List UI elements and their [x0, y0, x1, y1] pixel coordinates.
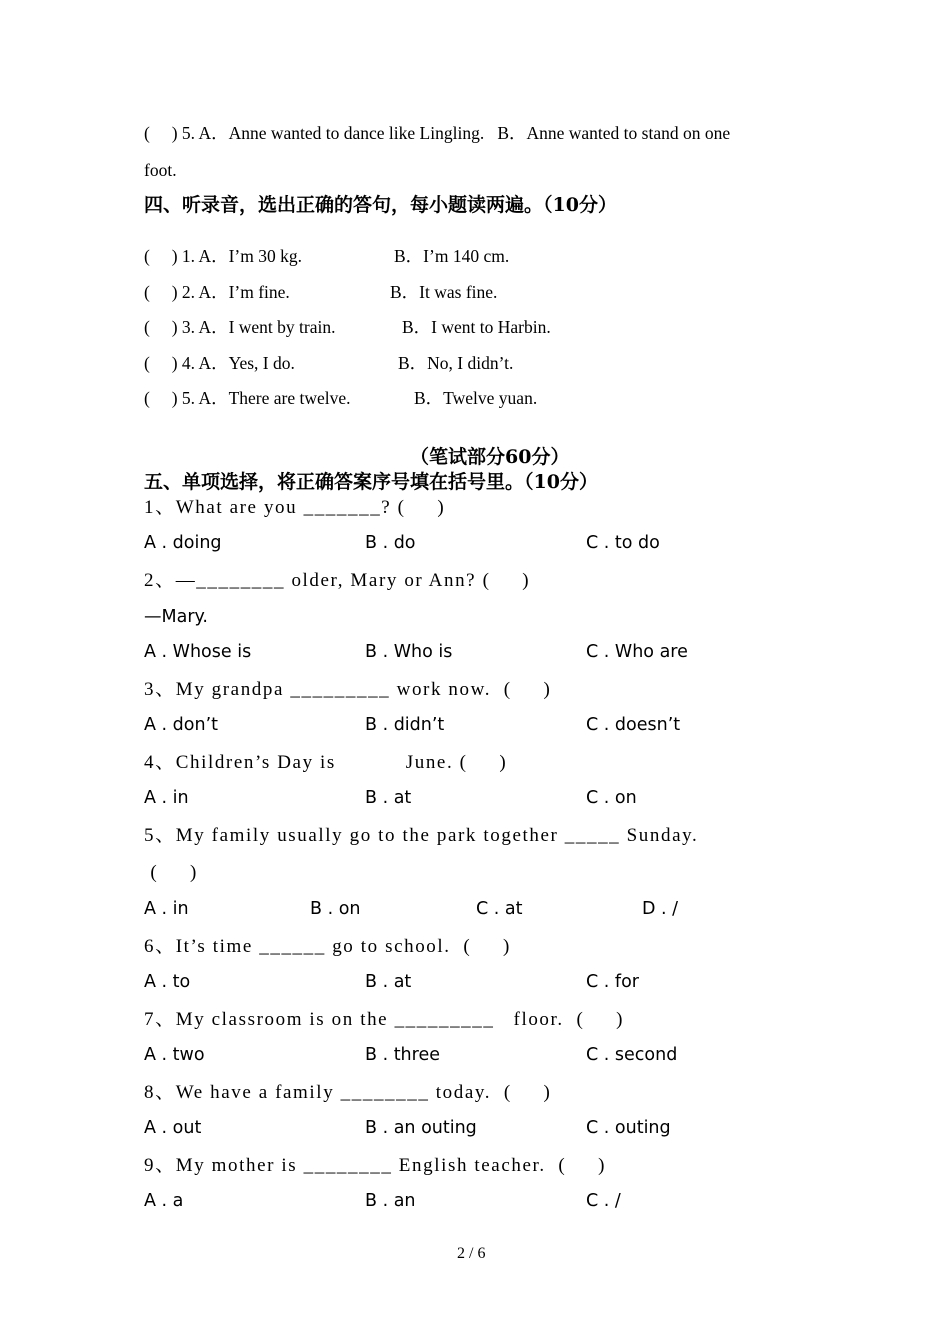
question: 9、My mother is ________ English teacher. ( ) — [144, 1155, 607, 1176]
option: B . an — [365, 1191, 416, 1211]
section-heading: 五、单项选择，将正确答案序号填在括号里。（10分） — [144, 471, 598, 493]
question: 5、My family usually go to the park together _____ Sunday. — [144, 825, 699, 846]
answer-bracket: ( ) — [144, 862, 198, 883]
option: C . Who are — [586, 642, 688, 662]
option: B . at — [365, 972, 412, 992]
listening-option-b: B．I’m 140 cm. — [394, 246, 510, 266]
question: 8、We have a family ________ today. ( ) — [144, 1082, 552, 1103]
option: C . for — [586, 972, 639, 992]
option: C . to do — [586, 533, 660, 553]
listening-item: ( ) 4. A．Yes, I do. — [144, 353, 295, 373]
option: A . Whose is — [144, 642, 252, 662]
option: C . at — [476, 899, 523, 919]
option: B . do — [365, 533, 416, 553]
option: B . Who is — [365, 642, 453, 662]
listening-option-b: B．I went to Harbin. — [402, 317, 551, 337]
option: B . on — [310, 899, 361, 919]
question: 2、—________ older, Mary or Ann? ( ) — [144, 570, 531, 591]
option: C . outing — [586, 1118, 671, 1138]
option: A . a — [144, 1191, 184, 1211]
answer-line: —Mary. — [144, 607, 208, 627]
question: 6、It’s time ______ go to school. ( ) — [144, 936, 511, 957]
option: C . / — [586, 1191, 621, 1211]
question-line: foot. — [144, 160, 177, 180]
listening-item: ( ) 1. A．I’m 30 kg. — [144, 246, 302, 266]
option: A . doing — [144, 533, 222, 553]
question: 4、Children’s Day is June. ( ) — [144, 752, 508, 773]
listening-option-b: B．It was fine. — [390, 282, 498, 302]
option: C . doesn’t — [586, 715, 681, 735]
option: A . to — [144, 972, 191, 992]
option: A . don’t — [144, 715, 218, 735]
listening-option-b: B．Twelve yuan. — [414, 388, 538, 408]
part-title: （笔试部分60分） — [410, 446, 570, 468]
option: A . two — [144, 1045, 205, 1065]
option: A . in — [144, 788, 189, 808]
option: B . didn’t — [365, 715, 445, 735]
question: 3、My grandpa _________ work now. ( ) — [144, 679, 552, 700]
option: B . three — [365, 1045, 440, 1065]
option: B . an outing — [365, 1118, 477, 1138]
option: C . second — [586, 1045, 678, 1065]
listening-option-b: B．No, I didn’t. — [398, 353, 514, 373]
page-number: 2 / 6 — [457, 1245, 486, 1262]
option: A . out — [144, 1118, 202, 1138]
option: C . on — [586, 788, 637, 808]
option: A . in — [144, 899, 189, 919]
section-heading: 四、听录音，选出正确的答句，每小题读两遍。（10分） — [144, 194, 617, 216]
question: 7、My classroom is on the _________ floor. ( ) — [144, 1009, 625, 1030]
option: B . at — [365, 788, 412, 808]
listening-item: ( ) 5. A．There are twelve. — [144, 388, 351, 408]
question-line: ( ) 5. A．Anne wanted to dance like Lingling. B．Anne wanted to stand on one — [144, 123, 731, 143]
option: D . / — [642, 899, 679, 919]
listening-item: ( ) 3. A．I went by train. — [144, 317, 336, 337]
question: 1、What are you _______? ( ) — [144, 497, 446, 518]
listening-item: ( ) 2. A．I’m fine. — [144, 282, 290, 302]
